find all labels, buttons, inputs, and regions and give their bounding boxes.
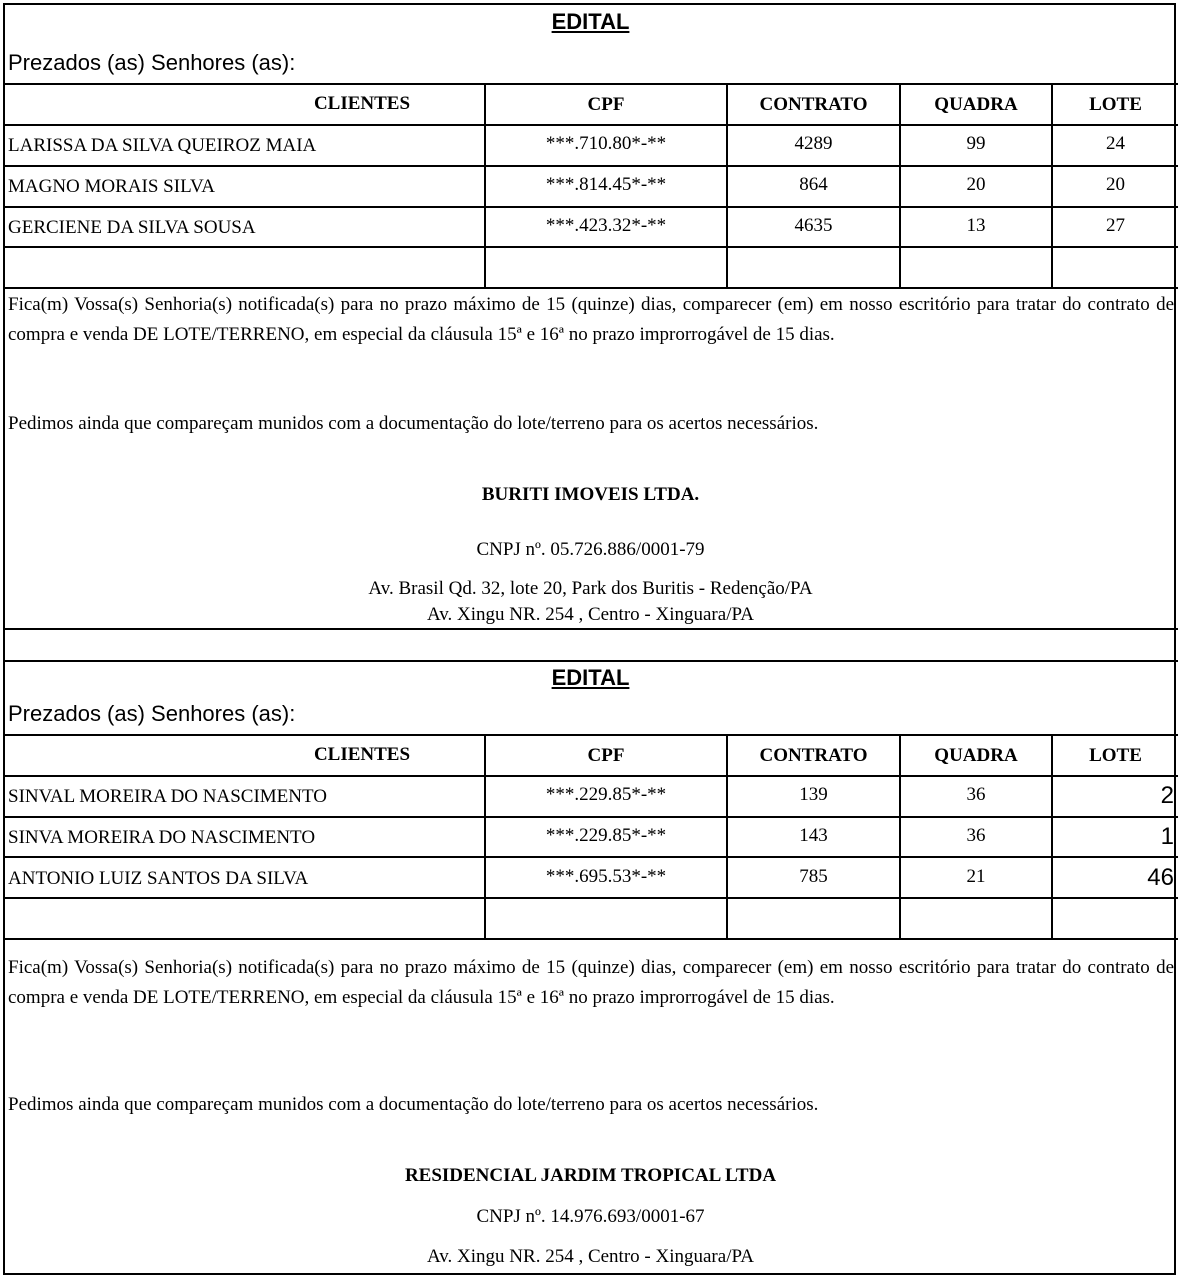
- table-1-line: [3, 83, 1178, 85]
- cell-contrato: 139: [799, 784, 828, 805]
- cell-cliente: SINVAL MOREIRA DO NASCIMENTO: [8, 786, 327, 807]
- table-2-line: [3, 775, 1178, 777]
- cell-cpf: ***.423.32*-**: [545, 215, 667, 236]
- cell-contrato: 143: [799, 825, 828, 846]
- edital-2-cnpj: CNPJ nº. 14.976.693/0001-67: [476, 1206, 705, 1227]
- edital-2-greeting: Prezados (as) Senhores (as):: [8, 701, 296, 726]
- cell-lote: 1: [1160, 823, 1174, 850]
- edital-1-request: Pedimos ainda que compareçam munidos com a documentação do lote/terreno para os acertos necessários.: [8, 413, 819, 434]
- column-header-cpf: CPF: [587, 94, 625, 115]
- column-header-quadra: QUADRA: [934, 745, 1018, 766]
- cell-cliente: LARISSA DA SILVA QUEIROZ MAIA: [8, 135, 317, 156]
- cell-lote: 46: [1147, 864, 1174, 891]
- edital-1-notice: Fica(m) Vossa(s) Senhoria(s) notificada(s) para no prazo máximo de 15 (quinze) dias, comparecer (em) em nosso escritório para tratar do contrato de compra e venda DE LOTE/TERRENO, em especial da cláusula 15ª e 16ª no prazo improrrogável de 15 dias.: [8, 294, 1174, 345]
- cell-cpf: ***.710.80*-**: [545, 133, 667, 154]
- edital-1-greeting: Prezados (as) Senhores (as):: [8, 50, 296, 75]
- cell-lote: 27: [1106, 215, 1125, 236]
- edital-1-title: EDITAL: [551, 9, 630, 34]
- table-2-line: [3, 816, 1178, 818]
- cell-cliente: GERCIENE DA SILVA SOUSA: [8, 217, 256, 238]
- edital-2-title: EDITAL: [551, 665, 630, 690]
- edital-1-cnpj: CNPJ nº. 05.726.886/0001-79: [476, 539, 705, 560]
- table-2-line: [3, 734, 1178, 736]
- edital-2-address: Av. Xingu NR. 254 , Centro - Xinguara/PA: [426, 1246, 755, 1267]
- column-header-contrato: CONTRATO: [759, 745, 868, 766]
- cell-contrato: 4289: [794, 133, 833, 154]
- cell-quadra: 99: [966, 133, 986, 154]
- cell-cliente: MAGNO MORAIS SILVA: [8, 176, 215, 197]
- edital-2-request: Pedimos ainda que compareçam munidos com a documentação do lote/terreno para os acertos necessários.: [8, 1094, 819, 1115]
- table-1-line: [3, 246, 1178, 248]
- column-header-lote: LOTE: [1089, 745, 1142, 766]
- cell-quadra: 36: [966, 825, 986, 846]
- table-1-line: [3, 206, 1178, 208]
- table-1-line: [3, 287, 1178, 289]
- cell-cliente: SINVA MOREIRA DO NASCIMENTO: [8, 827, 316, 848]
- edital-1-company: BURITI IMOVEIS LTDA.: [481, 484, 700, 505]
- cell-contrato: 785: [799, 866, 828, 887]
- cell-lote: 24: [1106, 133, 1125, 154]
- column-header-clientes: CLIENTES: [313, 744, 411, 765]
- cell-cliente: ANTONIO LUIZ SANTOS DA SILVA: [8, 868, 309, 889]
- column-header-contrato: CONTRATO: [759, 94, 868, 115]
- cell-lote: 2: [1160, 782, 1174, 809]
- cell-quadra: 36: [966, 784, 986, 805]
- cell-quadra: 21: [966, 866, 986, 887]
- section-separator-line: [3, 660, 1178, 662]
- edital-2-notice: Fica(m) Vossa(s) Senhoria(s) notificada(s) para no prazo máximo de 15 (quinze) dias, comparecer (em) em nosso escritório para tratar do contrato de compra e venda DE LOTE/TERRENO, em especial da cláusula 15ª e 16ª no prazo improrrogável de 15 dias.: [8, 957, 1174, 1008]
- table-2-line: [3, 897, 1178, 899]
- cell-quadra: 13: [966, 215, 986, 236]
- cell-cpf: ***.229.85*-**: [545, 825, 667, 846]
- cell-contrato: 4635: [794, 215, 833, 236]
- section-separator-line: [3, 628, 1178, 630]
- cell-cpf: ***.229.85*-**: [545, 784, 667, 805]
- column-header-lote: LOTE: [1089, 94, 1142, 115]
- cell-contrato: 864: [799, 174, 828, 195]
- cell-quadra: 20: [966, 174, 986, 195]
- table-2-line: [3, 938, 1178, 940]
- edital-1-address-2: Av. Xingu NR. 254 , Centro - Xinguara/PA: [426, 604, 755, 625]
- column-header-clientes: CLIENTES: [313, 93, 411, 114]
- table-2-line: [3, 856, 1178, 858]
- edital-1-address-1: Av. Brasil Qd. 32, lote 20, Park dos Buritis - Redenção/PA: [368, 578, 813, 599]
- table-1-line: [3, 124, 1178, 126]
- column-header-quadra: QUADRA: [934, 94, 1018, 115]
- cell-lote: 20: [1106, 174, 1125, 195]
- column-header-cpf: CPF: [587, 745, 625, 766]
- table-1-line: [3, 165, 1178, 167]
- cell-cpf: ***.814.45*-**: [545, 174, 667, 195]
- edital-2-company: RESIDENCIAL JARDIM TROPICAL LTDA: [404, 1165, 777, 1186]
- cell-cpf: ***.695.53*-**: [545, 866, 667, 887]
